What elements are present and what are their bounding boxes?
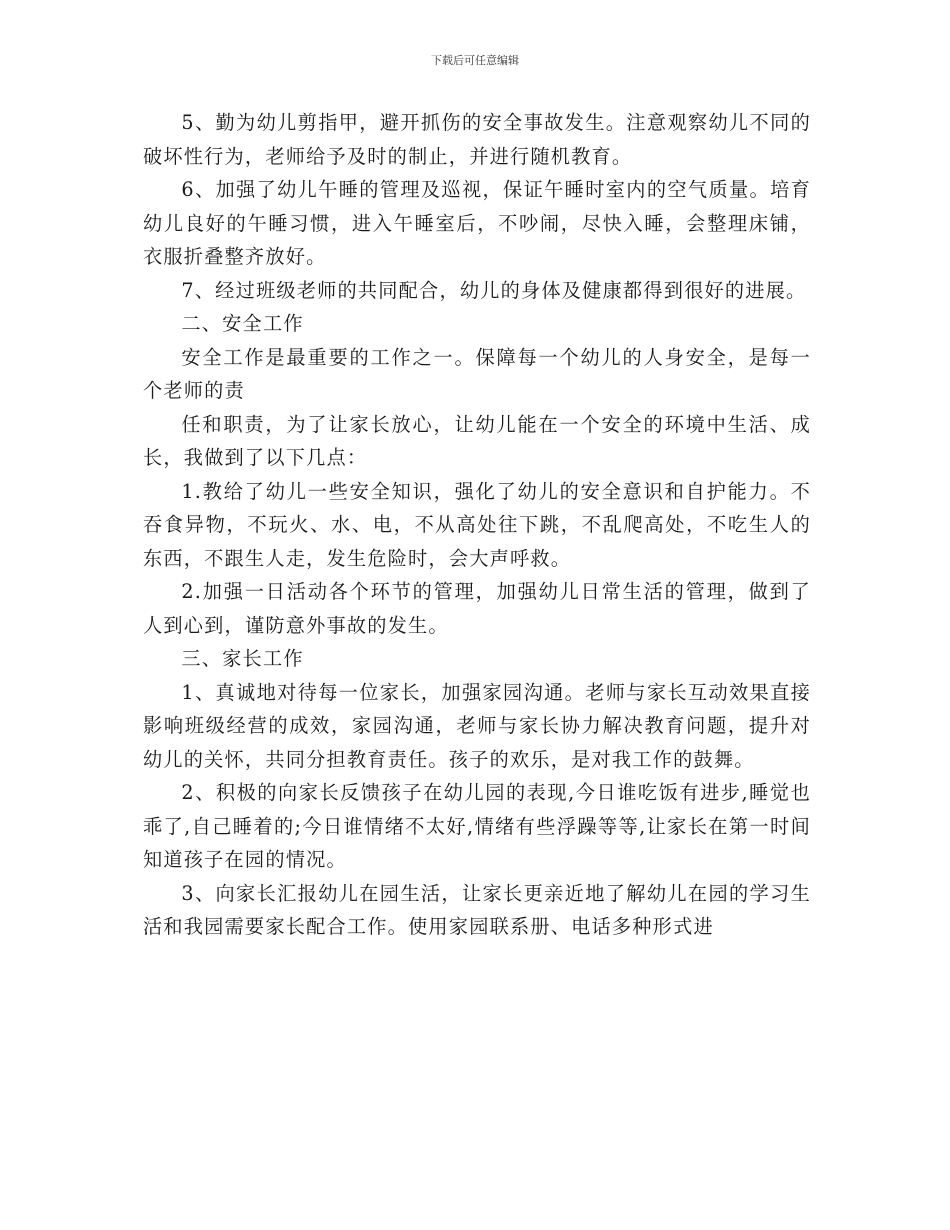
paragraph-item-7: 7、经过班级老师的共同配合，幼儿的身体及健康都得到很好的进展。 — [181, 278, 807, 302]
paragraph-safety-1: 1.教给了幼儿一些安全知识，强化了幼儿的安全意识和自护能力。不吞食异物，不玩火、水、电，不从高处往下跳，不乱爬高处，不吃生人的东西，不跟生人走，发生危险时，会大声呼救。 — [143, 479, 811, 570]
paragraph-safety-continued: 任和职责，为了让家长放心，让幼儿能在一个安全的环境中生活、成长，我做到了以下几点： — [143, 412, 811, 469]
paragraph-item-6: 6、加强了幼儿午睡的管理及巡视，保证午睡时室内的空气质量。培育幼儿良好的午睡习惯，进入午睡室后，不吵闹，尽快入睡，会整理床铺，衣服折叠整齐放好。 — [143, 178, 811, 268]
section-heading-parents: 三、家长工作 — [181, 647, 304, 670]
paragraph-parents-3: 3、向家长汇报幼儿在园生活，让家长更亲近地了解幼儿在园的学习生活和我园需要家长配合工作。使用家园联系册、电话多种形式进 — [143, 881, 811, 938]
paragraph-parents-2: 2、积极的向家长反馈孩子在幼儿园的表现,今日谁吃饭有进步,睡觉也乖了,自己睡着的;今日谁情绪不太好,情绪有些浮躁等等,让家长在第一时间知道孩子在园的情况。 — [143, 781, 811, 871]
section-heading-safety: 二、安全工作 — [181, 312, 304, 335]
paragraph-safety-intro: 安全工作是最重要的工作之一。保障每一个幼儿的人身安全，是每一个老师的责 — [143, 345, 811, 402]
page-header: 下载后可任意编辑 — [431, 54, 519, 67]
paragraph-item-5: 5、勤为幼儿剪指甲，避开抓伤的安全事故发生。注意观察幼儿不同的破坏性行为，老师给予及时的制止，并进行随机教育。 — [143, 111, 811, 168]
document-body — [143, 106, 811, 944]
paragraph-parents-1: 1、真诚地对待每一位家长，加强家园沟通。老师与家长互动效果直接影响班级经营的成效，家园沟通，老师与家长协力解决教育问题，提升对幼儿的关怀，共同分担教育责任。孩子的欢乐，是对我工作的鼓舞。 — [143, 680, 811, 771]
paragraph-safety-2: 2.加强一日活动各个环节的管理，加强幼儿日常生活的管理，做到了人到心到，谨防意外事故的发生。 — [143, 580, 811, 637]
